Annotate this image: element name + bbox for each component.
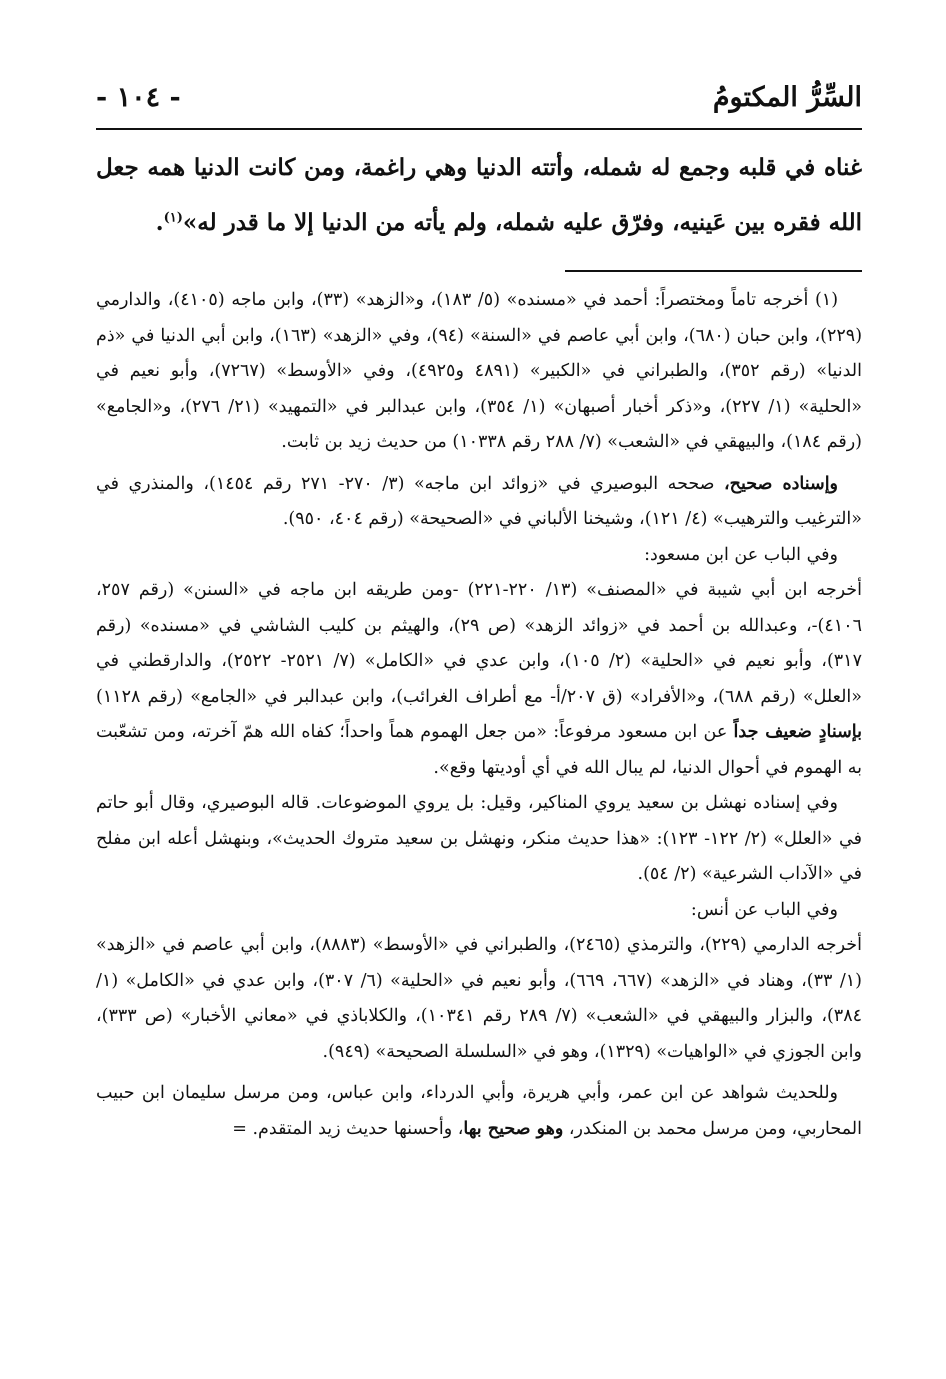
shawahid-grade: وهو صحيح بها [463, 1118, 564, 1139]
page-number: - ١٠٤ - [96, 82, 181, 113]
running-header [96, 80, 862, 124]
main-paragraph-text: غناه في قلبه وجمع له شمله، وأتته الدنيا وهي راغمة، ومن كانت الدنيا همه جعل الله فقره بين عَينيه، وفرّق عليه شمله، ولم يأته من الدنيا إلا ما قدر له» [96, 154, 862, 236]
masud-text-1: أخرجه ابن أبي شيبة في «المصنف» (١٣/ ٢٢٠-٢٢١) -ومن طريقه ابن ماجه في «السنن» (رقم ٢٥٧، ٤١٠٦)-، وعبدالله بن أحمد في «زوائد الزهد» (ص ٢٩)، والهيثم بن كليب الشاشي في «مسنده» (رقم ٣١٧)، وأبو نعيم في «الحلية» (٢/ ١٠٥)، وابن عدي في «الكامل» (٧/ ٢٥٢١- ٢٥٢٢)، والدارقطني في «العلل» (رقم ٦٨٨)، و«الأفراد» (ق ٢٠٧/أ- مع أطراف الغرائب)، وابن عبدالبر في «الجامع» (رقم ١١٢٨) [96, 580, 862, 707]
isnad-text: صححه البوصيري في «زوائد ابن ماجه» (٣/ ٢٧٠- ٢٧١ رقم ١٤٥٤)، والمنذري في «الترغيب والترهيب» (٤/ ١٢١)، وشيخنا الألباني في «الصحيحة» (رقم ٤٠٤، ٩٥٠). [96, 473, 862, 529]
header-divider [96, 128, 862, 130]
footnote-nahshal: وفي إسناده نهشل بن سعيد يروي المناكير، وقيل: بل يروي الموضوعات. قاله البوصيري، وقال أبو حاتم في «العلل» (٢/ ١٢٢- ١٢٣): «هذا حديث منكر، ونهشل بن سعيد متروك الحديث»، وبنهشل أعله ابن مفلح في «الآداب الشرعية» (٢/ ٥٤). [96, 793, 862, 884]
footnote-anas: أخرجه الدارمي (٢٢٩)، والترمذي (٢٤٦٥)، والطبراني في «الأوسط» (٨٨٨٣)، وابن أبي عاصم في «الزهد» (١/ ٣٣)، وهناد في «الزهد» (٦٦٧، ٦٦٩)، وأبو نعيم في «الحلية» (٦/ ٣٠٧)، وابن عدي في «الكامل» (١/ ٣٨٤)، والبزار والبيهقي في «الشعب» (٧/ ٢٨٩ رقم ١٠٣٤١)، والكلاباذي في «معاني الأخبار» (ص ٣٣٣)، وابن الجوزي في «الواهيات» (١٣٢٩)، وهو في «السلسلة الصحيحة» (٩٤٩). [96, 935, 862, 1062]
footnote-1: (١) أخرجه تاماً ومختصراً: أحمد في «مسنده» (٥/ ١٨٣)، و«الزهد» (٣٣)، وابن ماجه (٤١٠٥)، والدارمي (٢٢٩)، وابن حبان (٦٨٠)، وابن أبي عاصم في «السنة» (٩٤)، وفي «الزهد» (١٦٣)، وابن أبي الدنيا في «ذم الدنيا» (رقم ٣٥٢)، والطبراني في «الكبير» (٤٨٩١ و٤٩٢٥)، وفي «الأوسط» (٧٢٦٧)، وأبو نعيم في «الحلية» (١/ ٢٢٧)، و«ذكر أخبار أصبهان» (١/ ٣٥٤)، وابن عبدالبر في «التمهيد» (٢١/ ٢٧٦)، و«الجامع» (رقم ١٨٤)، والبيهقي في «الشعب» (٧/ ٢٨٨ رقم ١٠٣٣٨) من حديث زيد بن ثابت. [96, 290, 863, 452]
footnote-divider [565, 270, 862, 272]
footnotes-section [96, 283, 862, 1147]
main-paragraph: غناه في قلبه وجمع له شمله، وأتته الدنيا وهي راغمة، ومن كانت الدنيا همه جعل الله فقره بين عَينيه، وفرّق عليه شمله، ولم يأته من الدنيا إلا ما قدر له»$^{(١)}$. [96, 154, 862, 236]
footnote-reference: (١) [163, 210, 183, 226]
shawahid-text-1: وللحديث شواهد عن ابن عمر، وأبي هريرة، وأبي الدرداء، وابن عباس، ومن مرسل سليمان ابن حبيب المحاربي، ومن مرسل محمد بن المنكدر، [96, 1083, 862, 1139]
isnad-grade: وإسناده صحيح، [724, 473, 839, 494]
book-title: السِّرُّ المكتومُ [712, 82, 862, 113]
shawahid-text-2: ، وأحسنها حديث زيد المتقدم. = [232, 1118, 464, 1139]
masud-text-2: عن ابن مسعود مرفوعاً: «من جعل الهموم هماً واحداً؛ كفاه الله همّ آخرته، ومن تشعّبت به الهموم في أحوال الدنيا، لم يبال الله في أي أوديتها وقع». [96, 722, 862, 778]
footnote-bab-masud: وفي الباب عن ابن مسعود: [644, 544, 838, 565]
main-text [96, 140, 862, 250]
footnote-bab-anas: وفي الباب عن أنس: [690, 899, 838, 920]
footnote-isnad [96, 467, 862, 538]
masud-grade: بإسنادٍ ضعيف جداً [733, 722, 862, 742]
footnote-shawahid [96, 1076, 862, 1147]
footnote-masud [96, 573, 862, 786]
